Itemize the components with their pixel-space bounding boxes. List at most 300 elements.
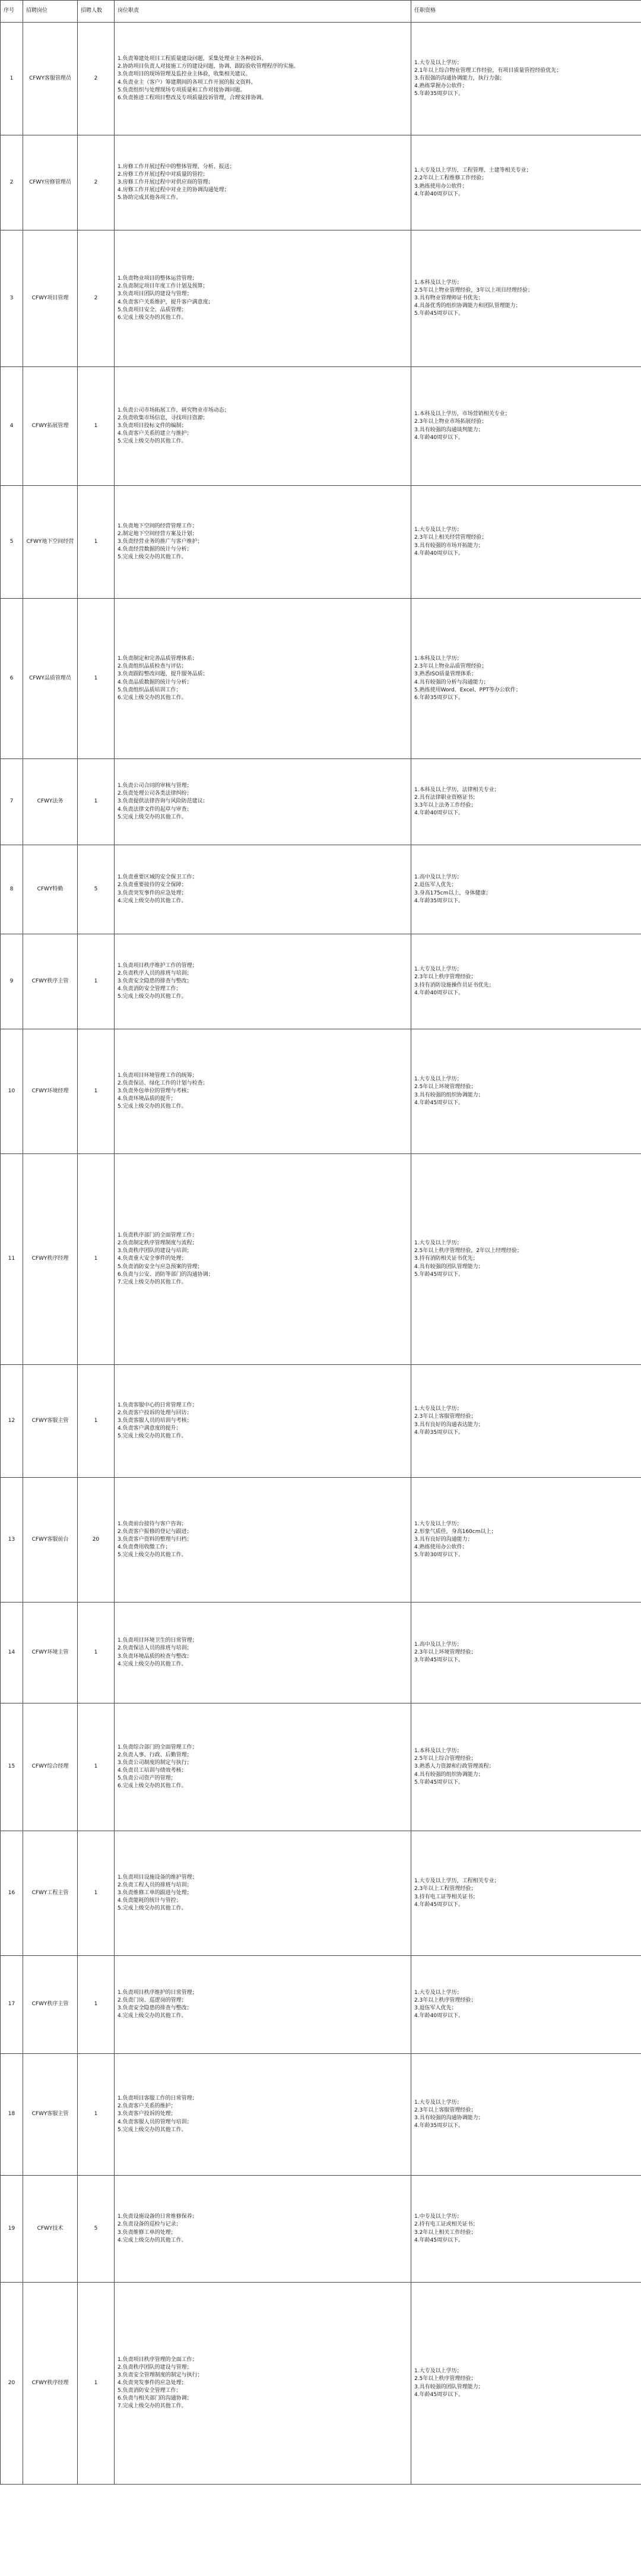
header-quals: 任职资格 xyxy=(411,1,641,23)
headcount: 20 xyxy=(78,1478,115,1603)
qualifications-cell xyxy=(411,1478,641,1603)
qualification-line: 2.2年以上工程维修工作经验； xyxy=(414,175,487,182)
duty-line: 4.负责经营数据的统计与分析； xyxy=(118,546,192,553)
qualification-line: 4.年龄40周岁以下。 xyxy=(414,434,464,441)
qualification-line: 4.年龄45周岁以下。 xyxy=(414,2391,464,2398)
qualification-line: 4.具有较强的分析与沟通能力； xyxy=(414,679,489,685)
row-number: 11 xyxy=(1,1154,23,1365)
qualification-line: 1.大专及以上学历，工程管理、土建等相关专业； xyxy=(414,167,532,174)
duty-line: 1.负责设施设备的日常维修保养； xyxy=(118,2214,198,2220)
table-row xyxy=(1,1831,641,1956)
table-row xyxy=(1,1703,641,1831)
headcount: 1 xyxy=(78,1956,115,2054)
qualification-line: 3.具有较强的沟通协调能力； xyxy=(414,2115,484,2121)
headcount: 1 xyxy=(78,367,115,486)
duty-line: 3.负责维修工单的跟进与处理； xyxy=(118,1889,192,1896)
headcount: 1 xyxy=(78,1703,115,1831)
table-row xyxy=(1,367,641,486)
qualifications-cell xyxy=(411,599,641,759)
headcount: 1 xyxy=(78,599,115,759)
qualifications-cell xyxy=(411,2054,641,2176)
qualification-line: 4.年龄40周岁以下。 xyxy=(414,810,464,817)
table-row xyxy=(1,1478,641,1603)
post-name: CFWY品质管理员 xyxy=(23,599,78,759)
table-row xyxy=(1,759,641,845)
duty-line: 5.负责消防安全管理工作； xyxy=(118,2388,182,2394)
table-row xyxy=(1,135,641,230)
duty-line: 4.完成上级交办的其他工作。 xyxy=(118,2237,187,2243)
duty-line: 1.负责项目秩序管理的全面工作； xyxy=(118,2356,198,2363)
headcount: 1 xyxy=(78,2283,115,2485)
post-name: CFWY客服管理员 xyxy=(23,23,78,135)
duty-line: 4.完成上级交办的其他工作。 xyxy=(118,2013,187,2019)
qualifications-cell xyxy=(411,2176,641,2283)
duty-line: 4.负责能耗的统计与管控； xyxy=(118,1898,182,1904)
qualification-line: 1.大专及以上学历； xyxy=(414,1076,462,1083)
row-number: 3 xyxy=(1,230,23,367)
qualifications-cell xyxy=(411,367,641,486)
qualification-line: 4.年龄35周岁以下。 xyxy=(414,1429,464,1436)
duty-line: 4.负责品质数据的统计与分析； xyxy=(118,679,192,685)
qualification-line: 2.持有电工证或相关证书； xyxy=(414,2221,478,2228)
duty-line: 2.负责处理公司各类法律纠纷； xyxy=(118,791,192,797)
duty-line: 5.完成上级交办的其他工作。 xyxy=(118,1433,187,1440)
qualifications-cell xyxy=(411,135,641,230)
duty-line: 4.负责客服人员的管理与培训； xyxy=(118,2119,192,2125)
duties-cell xyxy=(115,230,411,367)
qualifications-cell xyxy=(411,1029,641,1154)
duty-line: 4.负责客户关系维护，提升客户满意度； xyxy=(118,299,214,305)
table-row xyxy=(1,1029,641,1154)
duty-line: 2.负责门岗、巡逻岗的管理； xyxy=(118,1997,187,2003)
table-row xyxy=(1,2054,641,2176)
qualification-line: 1.本科及以上学历； xyxy=(414,656,462,662)
duties-cell xyxy=(115,135,411,230)
duty-line: 5.负责公司资产的管理； xyxy=(118,1775,176,1782)
row-number: 2 xyxy=(1,135,23,230)
duty-line: 4.负责法律文件的起草与审查； xyxy=(118,806,192,813)
duty-line: 2.房修工作开展过程中对质量的管控； xyxy=(118,171,208,178)
post-name: CFWY房修管理员 xyxy=(23,135,78,230)
qualification-line: 3.具有较强的团队管理能力； xyxy=(414,2384,484,2390)
duty-line: 3.负责项目的现场管理及监控业主体验，收集相关建议。 xyxy=(118,71,251,78)
qualification-line: 5.熟练使用Word、Excel、PPT等办公软件； xyxy=(414,687,521,693)
duty-line: 5.完成上级交办的其他工作。 xyxy=(118,2126,187,2133)
duty-line: 4.负责业主（客户）筹建期间的各项工作开展的报文资料。 xyxy=(118,79,256,86)
headcount: 2 xyxy=(78,230,115,367)
table-row xyxy=(1,934,641,1029)
qualification-line: 2.具有法律职业资格证书； xyxy=(414,794,478,801)
duties-cell xyxy=(115,759,411,845)
qualification-line: 1.中专及以上学历； xyxy=(414,2214,462,2220)
qualification-line: 1.大专及以上学历； xyxy=(414,1521,462,1527)
qualification-line: 3.身高175cm以上，身体健康； xyxy=(414,890,491,896)
duty-line: 2.负责客户投诉的处理与回访； xyxy=(118,1409,192,1416)
qualification-line: 4.年龄45周岁以下。 xyxy=(414,1901,464,1908)
duty-line: 3.负责安全隐患的排查与整改； xyxy=(118,2005,192,2011)
duties-cell xyxy=(115,845,411,934)
duty-line: 3.负责外包单位的管理与考核； xyxy=(118,1088,192,1094)
duty-line: 3.负责维修工单的处理； xyxy=(118,2229,176,2236)
qualification-line: 3.2年以上相关工作经验； xyxy=(414,2229,477,2236)
table-row xyxy=(1,2176,641,2283)
duty-line: 6.完成上级交办的其他工作。 xyxy=(118,1783,187,1790)
qualification-line: 4.具备优秀的组织协调能力和团队管理能力； xyxy=(414,303,521,309)
qualification-line: 4.年龄45周岁以下。 xyxy=(414,2237,464,2243)
headcount: 5 xyxy=(78,2176,115,2283)
qualifications-cell xyxy=(411,1956,641,2054)
duty-line: 4.负责消防安全管理工作； xyxy=(118,986,182,993)
row-number: 16 xyxy=(1,1831,23,1956)
headcount: 1 xyxy=(78,759,115,845)
duty-line: 5.协助完成其他各项工作。 xyxy=(118,195,182,201)
row-number: 4 xyxy=(1,367,23,486)
qualification-line: 3.具有物业管理师证书优先； xyxy=(414,295,484,301)
row-number: 15 xyxy=(1,1703,23,1831)
table-body xyxy=(1,23,641,2485)
duty-line: 7.完成上级交办的其他工作。 xyxy=(118,1279,187,1285)
duty-line: 6.完成上级交办的其他工作。 xyxy=(118,314,187,321)
duty-line: 5.完成上级交办的其他工作。 xyxy=(118,814,187,820)
headcount: 1 xyxy=(78,934,115,1029)
post-name: CFWY工程主管 xyxy=(23,1831,78,1956)
duty-line: 1.负责前台接待与客户咨询； xyxy=(118,1521,187,1527)
duty-line: 6.负责与相关部门的沟通协调； xyxy=(118,2395,192,2402)
post-name: CFWY客服主管 xyxy=(23,2054,78,2176)
duty-line: 5.负责消防安全与应急预案的管理； xyxy=(118,1263,203,1270)
duty-line: 5.负责组织与处理现场专项质量和工作对接协调问题。 xyxy=(118,87,246,93)
post-name: CFWY客服主管 xyxy=(23,1365,78,1478)
duty-line: 1.负责客服中心的日常管理工作； xyxy=(118,1402,198,1408)
duty-line: 1.负责项目环境管理工作的统筹； xyxy=(118,1072,198,1079)
duty-line: 2.负责保洁、绿化工作的计划与检查； xyxy=(118,1080,208,1086)
qualification-line: 2.3年以上物业品质管理经验； xyxy=(414,663,487,670)
duty-line: 1.负责项目秩序维护的日常管理； xyxy=(118,1989,198,1996)
post-name: CFWY环境主管 xyxy=(23,1603,78,1703)
qualification-line: 1.大专及以上学历； xyxy=(414,59,462,66)
duty-line: 2.负责秩序团队的建设与管理； xyxy=(118,2364,192,2370)
qualification-line: 2.3年以上环境管理经验； xyxy=(414,1649,477,1655)
headcount: 1 xyxy=(78,486,115,599)
table-row xyxy=(1,1365,641,1478)
qualification-line: 3.3年以上法务工作经验； xyxy=(414,802,477,808)
duty-line: 7.完成上级交办的其他工作。 xyxy=(118,2403,187,2410)
qualification-line: 4.年龄40周岁以下。 xyxy=(414,550,464,557)
duty-line: 4.房修工作开展过程中对业主的协调沟通处理； xyxy=(118,187,230,194)
qualification-line: 3.持有消防相关证书优先； xyxy=(414,1256,478,1262)
qualification-line: 5.年龄30周岁以下。 xyxy=(414,1552,464,1559)
row-number: 18 xyxy=(1,2054,23,2176)
qualification-line: 3.持有电工证等相关证书； xyxy=(414,1894,478,1900)
qualification-line: 3.年龄45周岁以下。 xyxy=(414,1657,464,1664)
qualification-line: 1.大专及以上学历； xyxy=(414,2099,462,2106)
qualification-line: 3.具有良好的沟通能力； xyxy=(414,1536,473,1543)
duty-line: 3.负责跟踪整改问题，提升服务品质； xyxy=(118,671,208,678)
duty-line: 3.负责客户投诉的处理； xyxy=(118,2111,176,2117)
table-row xyxy=(1,1603,641,1703)
row-number: 5 xyxy=(1,486,23,599)
qualification-line: 5.年龄45周岁以下。 xyxy=(414,311,464,317)
qualifications-cell xyxy=(411,1703,641,1831)
duty-line: 6.完成上级交办的其他工作。 xyxy=(118,694,187,701)
headcount: 1 xyxy=(78,1154,115,1365)
duty-line: 1.负责综合部门的全面管理工作； xyxy=(118,1744,198,1750)
post-name: CFWY秩序主管 xyxy=(23,934,78,1029)
duty-line: 4.完成上级交办的其他工作。 xyxy=(118,1661,187,1667)
table-row xyxy=(1,230,641,367)
row-number: 9 xyxy=(1,934,23,1029)
headcount: 1 xyxy=(78,1831,115,1956)
qualification-line: 2.5年以上秩序管理经验； xyxy=(414,2376,477,2382)
duty-line: 2.负责制定项目年度工作计划及预算； xyxy=(118,283,208,290)
qualification-line: 1.本科及以上学历，市场营销相关专业； xyxy=(414,411,510,418)
qualification-line: 4.具有较强的组织协调能力； xyxy=(414,1771,484,1778)
qualification-line: 2.退伍军人优先； xyxy=(414,882,457,889)
duty-line: 6.负责与公安、消防等部门的沟通协调； xyxy=(118,1271,214,1278)
qualification-line: 3.具有较强的市场开拓能力； xyxy=(414,542,484,549)
duty-line: 1.负责项目客服工作的日常管理； xyxy=(118,2095,198,2102)
post-name: CFWY拓展管理 xyxy=(23,367,78,486)
qualification-line: 1.高中及以上学历； xyxy=(414,874,462,881)
qualification-line: 1.本科及以上学历； xyxy=(414,1748,462,1755)
row-number: 13 xyxy=(1,1478,23,1603)
duty-line: 4.负责员工培训与绩效考核； xyxy=(118,1768,187,1774)
qualification-line: 2.1年以上综合物业管理工作经验，有项目质量管控经验优先； xyxy=(414,67,562,74)
qualifications-cell xyxy=(411,845,641,934)
duty-line: 2.负责工程人员的排班与培训； xyxy=(118,1882,192,1888)
duty-line: 2.负责保洁人员的排班与培训； xyxy=(118,1645,192,1652)
duty-line: 5.负责项目安全、品质管理； xyxy=(118,306,187,313)
duties-cell xyxy=(115,1703,411,1831)
qualification-line: 3.具有较强的沟通谈判能力； xyxy=(414,426,484,433)
duties-cell xyxy=(115,1365,411,1478)
qualifications-cell xyxy=(411,759,641,845)
duty-line: 4.负责费用收缴工作； xyxy=(118,1544,171,1551)
row-number: 10 xyxy=(1,1029,23,1154)
duty-line: 1.负责公司市场拓展工作，研究物业市场动态； xyxy=(118,407,230,413)
duties-cell xyxy=(115,1029,411,1154)
duties-cell xyxy=(115,934,411,1029)
post-name: CFWY环境经理 xyxy=(23,1029,78,1154)
qualification-line: 1.本科及以上学历； xyxy=(414,279,462,286)
duty-line: 5.完成上级交办的其他工作。 xyxy=(118,554,187,561)
qualification-line: 4.年龄35周岁以下。 xyxy=(414,897,464,904)
qualifications-cell xyxy=(411,1603,641,1703)
duty-line: 1.负责项目设施设备的维护管理； xyxy=(118,1874,198,1880)
qualification-line: 2.3年以上客服管理经验； xyxy=(414,1414,477,1420)
duties-cell xyxy=(115,1154,411,1365)
duty-line: 1.负责重要区域的安全保卫工作； xyxy=(118,874,198,881)
duty-line: 2.负责客户报修的登记与跟进； xyxy=(118,1528,192,1535)
duty-line: 1.负责筹建处项目工程质量建设问题，采集处理业主各种投诉。 xyxy=(118,56,267,62)
duty-line: 3.负责突发事件的应急处理； xyxy=(118,890,187,896)
row-number: 6 xyxy=(1,599,23,759)
duty-line: 1.负责地下空间的经营管理工作； xyxy=(118,523,198,529)
duties-cell xyxy=(115,367,411,486)
qualification-line: 4.年龄45周岁以下。 xyxy=(414,1099,464,1106)
duty-line: 1.房修工作开展过程中的整体管理、分析、报送； xyxy=(118,163,235,170)
row-number: 7 xyxy=(1,759,23,845)
header-duties: 岗位职责 xyxy=(115,1,411,23)
duty-line: 5.负责组织品质培训工作； xyxy=(118,687,182,693)
qualification-line: 3.具有良好的沟通表达能力； xyxy=(414,1421,484,1428)
duty-line: 6.负责推进工程项目整改及专项质量投诉管理，合理安排协调。 xyxy=(118,94,267,101)
duty-line: 5.完成上级交办的其他工作。 xyxy=(118,1905,187,1912)
post-name: CFWY综合经理 xyxy=(23,1703,78,1831)
qualifications-cell xyxy=(411,934,641,1029)
duty-line: 4.负责重大安全事件的处理； xyxy=(118,1256,187,1262)
headcount: 1 xyxy=(78,1365,115,1478)
post-name: CFWY法务 xyxy=(23,759,78,845)
row-number: 12 xyxy=(1,1365,23,1478)
duty-line: 3.负责环境品质的检查与整改； xyxy=(118,1653,192,1660)
table-row xyxy=(1,23,641,135)
headcount: 1 xyxy=(78,1603,115,1703)
post-name: CFWY秩序经理 xyxy=(23,2283,78,2485)
table-row xyxy=(1,2283,641,2485)
qualification-line: 2.3年以上秩序管理经验； xyxy=(414,974,477,981)
qualification-line: 3.熟悉人力资源和行政管理流程； xyxy=(414,1763,494,1770)
headcount: 2 xyxy=(78,23,115,135)
row-number: 17 xyxy=(1,1956,23,2054)
duty-line: 2.制定地下空间经营方案及计划； xyxy=(118,530,198,537)
qualification-line: 1.大专及以上学历； xyxy=(414,1240,462,1247)
qualification-line: 3.具有较强的组织协调能力； xyxy=(414,1092,484,1098)
qualification-line: 4.年龄40周岁以下。 xyxy=(414,990,464,996)
qualification-line: 2.5年以上综合管理经验； xyxy=(414,1756,477,1762)
qualification-line: 3.熟悉ISO质量管理体系； xyxy=(414,671,477,678)
duties-cell xyxy=(115,1831,411,1956)
duty-line: 5.完成上级交办的其他工作。 xyxy=(118,1552,187,1559)
duty-line: 1.负责项目秩序维护工作的管理； xyxy=(118,962,198,969)
headcount: 1 xyxy=(78,2054,115,2176)
qualifications-cell xyxy=(411,23,641,135)
header-post: 招聘岗位 xyxy=(23,1,78,23)
duty-line: 1.负责秩序部门的全面管理工作； xyxy=(118,1232,198,1239)
duty-line: 1.负责项目环境卫生的日常管理； xyxy=(118,1638,198,1644)
duties-cell xyxy=(115,1603,411,1703)
headcount: 5 xyxy=(78,845,115,934)
duties-cell xyxy=(115,599,411,759)
duty-line: 1.负责物业项目的整体运营管理； xyxy=(118,276,198,282)
duty-line: 2.负责制定秩序管理制度与流程； xyxy=(118,1240,198,1247)
duty-line: 5.完成上级交办的其他工作。 xyxy=(118,1104,187,1110)
duty-line: 2.负责客户关系的维护； xyxy=(118,2103,176,2110)
duty-line: 1.负责制定和完善品质管理体系； xyxy=(118,656,198,662)
duty-line: 4.负责客户满意度的提升； xyxy=(118,1426,182,1432)
duty-line: 3.负责项目团队的建设与管理； xyxy=(118,291,192,298)
qualifications-cell xyxy=(411,1365,641,1478)
duties-cell xyxy=(115,486,411,599)
qualifications-cell xyxy=(411,230,641,367)
duty-line: 4.完成上级交办的其他工作。 xyxy=(118,897,187,904)
qualification-line: 4.年龄40周岁以下。 xyxy=(414,191,464,197)
post-name: CFWY客服前台 xyxy=(23,1478,78,1603)
duty-line: 3.负责公司制度的制定与执行； xyxy=(118,1759,192,1766)
qualification-line: 2.3年以上物业市场拓展经验； xyxy=(414,419,487,425)
duty-line: 2.协助项目负责人对接施工方的建设问题，协调、跟踪验收管理程序的实施。 xyxy=(118,64,299,70)
qualification-line: 1.大专及以上学历； xyxy=(414,1989,462,1996)
duty-line: 2.负责收集市场信息，寻找项目资源； xyxy=(118,415,208,421)
qualification-line: 4.熟练使用办公软件； xyxy=(414,1544,468,1551)
duty-line: 2.负责人事、行政、后勤管理； xyxy=(118,1752,192,1758)
qualification-line: 3.熟练使用办公软件； xyxy=(414,183,468,189)
duties-cell xyxy=(115,23,411,135)
qualification-line: 1.大专及以上学历； xyxy=(414,1406,462,1412)
duty-line: 4.负责环境品质的提升； xyxy=(118,1096,176,1102)
row-number: 1 xyxy=(1,23,23,135)
qualification-line: 4.熟练掌握办公软件； xyxy=(414,83,468,90)
qualification-line: 4.年龄35周岁以下。 xyxy=(414,2123,464,2129)
qualification-line: 1.大专及以上学历； xyxy=(414,2368,462,2375)
duties-cell xyxy=(115,2283,411,2485)
duty-line: 2.负责设备的巡检与记录； xyxy=(118,2221,182,2228)
table-row xyxy=(1,845,641,934)
duty-line: 2.负责组织品质检查与评估； xyxy=(118,663,187,670)
row-number: 14 xyxy=(1,1603,23,1703)
qualification-line: 2.5年以上物业管理经验，3年以上项目经理经验； xyxy=(414,287,534,293)
qualification-line: 2.3年以上秩序管理经验； xyxy=(414,1997,477,2003)
table-row xyxy=(1,1154,641,1365)
qualifications-cell xyxy=(411,1831,641,1956)
row-number: 8 xyxy=(1,845,23,934)
table-row xyxy=(1,599,641,759)
qualification-line: 4.具有较强的团队管理能力； xyxy=(414,1263,484,1270)
duty-line: 3.负责项目投标文件的编制； xyxy=(118,422,187,429)
qualification-line: 5.年龄45周岁以下。 xyxy=(414,1779,464,1785)
qualification-line: 4.年龄40周岁以下。 xyxy=(414,2013,464,2019)
qualification-line: 1.本科及以上学历，法律相关专业； xyxy=(414,786,500,793)
post-name: CFWY技术 xyxy=(23,2176,78,2283)
duty-line: 4.负责突发事件的应急处理； xyxy=(118,2379,187,2386)
duties-cell xyxy=(115,2176,411,2283)
duty-line: 2.负责秩序人员的排班与培训； xyxy=(118,970,192,976)
duty-line: 5.完成上级交办的其他工作。 xyxy=(118,438,187,445)
qualification-line: 3.有很强的沟通协调能力，执行力强； xyxy=(414,75,505,81)
qualification-line: 5.年龄45周岁以下。 xyxy=(414,1271,464,1278)
duty-line: 3.房修工作开展过程中对供应商的管理； xyxy=(118,179,214,185)
duty-line: 3.负责客户资料的整理与归档； xyxy=(118,1536,192,1543)
duty-line: 3.负责安全隐患的排查与整改； xyxy=(118,978,192,984)
duty-line: 3.负责提供法律咨询与风险防范建议； xyxy=(118,798,208,805)
duty-line: 1.负责公司合同的审核与管理； xyxy=(118,783,192,789)
duty-line: 3.负责安全管理制度的制定与执行； xyxy=(118,2372,203,2378)
row-number: 19 xyxy=(1,2176,23,2283)
qualification-line: 6.年龄35周岁以下。 xyxy=(414,694,464,701)
qualification-line: 1.高中及以上学历； xyxy=(414,1641,462,1648)
qualification-line: 5.年龄35周岁以下。 xyxy=(414,91,464,97)
post-name: CFWY地下空间经营 xyxy=(23,486,78,599)
qualification-line: 2.3年以上相关经营管理经验； xyxy=(414,535,487,541)
qualification-line: 2.形象气质佳，身高160cm以上； xyxy=(414,1528,497,1535)
post-name: CFWY秩序主管 xyxy=(23,1956,78,2054)
header-no: 序号 xyxy=(1,1,23,23)
post-name: CFWY项目管理 xyxy=(23,230,78,367)
duty-line: 5.完成上级交办的其他工作。 xyxy=(118,994,187,1000)
post-name: CFWY秩序经理 xyxy=(23,1154,78,1365)
headcount: 1 xyxy=(78,1029,115,1154)
qualification-line: 3.持有消防设施操作员证书优先； xyxy=(414,982,494,988)
duty-line: 3.负责经营业务的推广与客户维护； xyxy=(118,538,203,545)
qualifications-cell xyxy=(411,486,641,599)
row-number: 20 xyxy=(1,2283,23,2485)
duty-line: 2.负责重要接待的安全保障； xyxy=(118,882,187,889)
table-row xyxy=(1,486,641,599)
duty-line: 3.负责客服人员的培训与考核； xyxy=(118,1417,192,1424)
qualification-line: 2.5年以上环境管理经验； xyxy=(414,1084,477,1091)
duties-cell xyxy=(115,2054,411,2176)
table-header-row xyxy=(1,1,641,23)
